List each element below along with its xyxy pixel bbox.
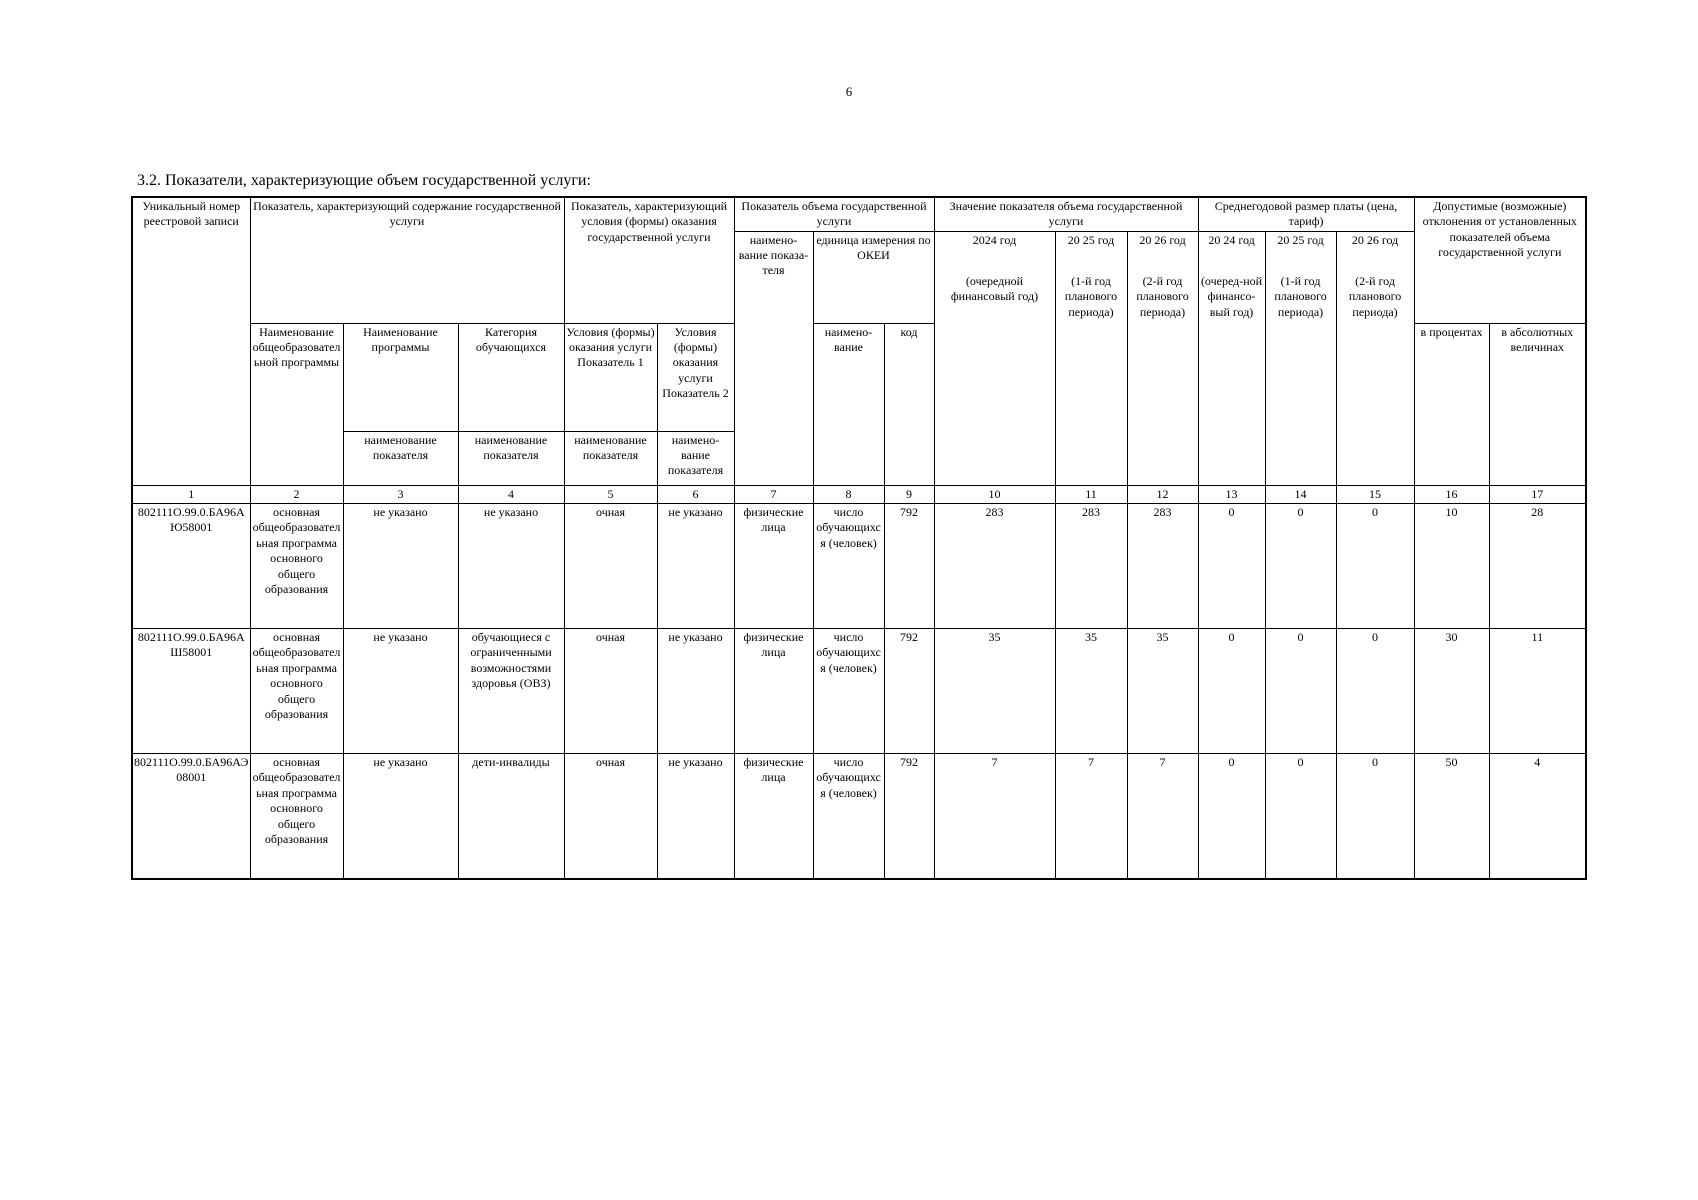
header-in-absolute: в абсолютных величинах — [1489, 323, 1586, 485]
header-in-percent: в процентах — [1414, 323, 1489, 485]
program-cell: не указано — [343, 629, 458, 754]
column-number: 16 — [1414, 485, 1489, 503]
column-number: 1 — [132, 485, 250, 503]
column-number: 11 — [1055, 485, 1127, 503]
section-title: 3.2. Показатели, характеризующие объем государственной услуги: — [137, 172, 591, 189]
fee-2024-label: 20 24 год — [1208, 232, 1255, 247]
deviation-absolute-cell: 11 — [1489, 629, 1586, 754]
category-cell: дети-инвалиды — [458, 754, 564, 880]
value-2024-cell: 7 — [934, 754, 1055, 880]
year-2025-label: 20 25 год — [1067, 232, 1115, 247]
column-number: 6 — [657, 485, 734, 503]
fee-2026-label: 20 26 год — [1351, 232, 1399, 247]
column-number: 4 — [458, 485, 564, 503]
code-cell: 792 — [884, 754, 934, 880]
value-2026-cell: 7 — [1127, 754, 1198, 880]
header-program: Наименование программы — [343, 323, 458, 431]
page-number: 6 — [845, 84, 853, 99]
fee-2026-cell: 0 — [1336, 754, 1414, 880]
header-students-category: Категория обучающихся — [458, 323, 564, 431]
table-row — [132, 504, 1586, 629]
fee-2025-cell: 0 — [1265, 629, 1336, 754]
header-volume-value: Значение показателя объема государственной услуги — [934, 197, 1198, 231]
form-cell: очная — [564, 504, 657, 629]
header-conditions-2: Условия (формы) оказания услуги Показатель 2 — [657, 323, 734, 431]
registry-number: 802111О.99.0.БА96АШ58001 — [132, 629, 250, 754]
column-number: 17 — [1489, 485, 1586, 503]
indicator-cell: физические лица — [734, 754, 813, 880]
column-number: 12 — [1127, 485, 1198, 503]
unit-cell: число обучающихся (человек) — [813, 504, 884, 629]
header-indicator-label-6: наимено-вание показателя — [657, 431, 734, 485]
header-volume-indicator: Показатель объема государственной услуги — [734, 197, 934, 231]
header-indicator-label-5: наименование показателя — [564, 431, 657, 485]
deviation-percent-cell: 50 — [1414, 754, 1489, 880]
form-cell: очная — [564, 629, 657, 754]
header-year-2025 — [1055, 231, 1127, 485]
header-okei-name: наимено-вание — [813, 323, 884, 485]
fee-2024-cell: 0 — [1198, 754, 1265, 880]
table-row — [132, 629, 1586, 754]
column-number: 5 — [564, 485, 657, 503]
deviation-percent-cell: 10 — [1414, 504, 1489, 629]
program-name-cell: основная общеобразовательная программа основного общего образования — [250, 629, 343, 754]
registry-number: 802111О.99.0.БА96АЮ58001 — [132, 504, 250, 629]
code-cell: 792 — [884, 629, 934, 754]
value-2025-cell: 7 — [1055, 754, 1127, 880]
header-deviations: Допустимые (возможные) отклонения от установленных показателей объема государственной услуги — [1414, 197, 1586, 323]
year-2026-label: 20 26 год — [1139, 232, 1186, 247]
header-fee-2024 — [1198, 231, 1265, 485]
deviation-absolute-cell: 4 — [1489, 754, 1586, 880]
year-2025-note: (1-й год планового периода) — [1064, 274, 1118, 319]
header-unique-number: Уникальный номер реестровой записи — [132, 197, 250, 485]
table-row — [132, 754, 1586, 880]
program-cell: не указано — [343, 504, 458, 629]
fee-2025-note: (1-й год планового периода) — [1274, 274, 1327, 319]
column-number: 15 — [1336, 485, 1414, 503]
value-2024-cell: 283 — [934, 504, 1055, 629]
column-number: 13 — [1198, 485, 1265, 503]
deviation-absolute-cell: 28 — [1489, 504, 1586, 629]
column-number: 3 — [343, 485, 458, 503]
header-conditions-1: Условия (формы) оказания услуги Показатель 1 — [564, 323, 657, 431]
header-okei-code: код — [884, 323, 934, 485]
fee-2026-cell: 0 — [1336, 504, 1414, 629]
value-2025-cell: 35 — [1055, 629, 1127, 754]
volume-indicators-table — [131, 196, 1587, 880]
fee-2026-note: (2-й год планового периода) — [1348, 274, 1402, 319]
year-2024-note: (очередной финансовый год) — [950, 274, 1039, 304]
value-2026-cell: 35 — [1127, 629, 1198, 754]
condition2-cell: не указано — [657, 754, 734, 880]
fee-2026-cell: 0 — [1336, 629, 1414, 754]
fee-2025-cell: 0 — [1265, 504, 1336, 629]
header-indicator-label-4: наименование показателя — [458, 431, 564, 485]
header-fee-2026 — [1336, 231, 1414, 485]
header-year-2026 — [1127, 231, 1198, 485]
program-name-cell: основная общеобразовательная программа основного общего образования — [250, 754, 343, 880]
header-indicator-label-3: наименование показателя — [343, 431, 458, 485]
column-number: 8 — [813, 485, 884, 503]
column-number: 10 — [934, 485, 1055, 503]
header-program-name: Наименование общеобразовательной программы — [250, 323, 343, 485]
header-okei-unit: единица измерения по ОКЕИ — [813, 231, 934, 323]
fee-2024-cell: 0 — [1198, 629, 1265, 754]
condition2-cell: не указано — [657, 629, 734, 754]
value-2024-cell: 35 — [934, 629, 1055, 754]
header-year-2024 — [934, 231, 1055, 485]
header-conditions-indicator: Показатель, характеризующий условия (формы) оказания государственной услуги — [564, 197, 734, 323]
header-indicator-name: наимено-вание показа-теля — [734, 231, 813, 485]
fee-2025-cell: 0 — [1265, 754, 1336, 880]
column-number: 14 — [1265, 485, 1336, 503]
year-2026-note: (2-й год планового периода) — [1136, 274, 1189, 319]
category-cell: не указано — [458, 504, 564, 629]
fee-2024-note: (очеред-ной финансо-вый год) — [1200, 274, 1263, 319]
program-cell: не указано — [343, 754, 458, 880]
deviation-percent-cell: 30 — [1414, 629, 1489, 754]
column-number: 2 — [250, 485, 343, 503]
condition2-cell: не указано — [657, 504, 734, 629]
column-number: 9 — [884, 485, 934, 503]
form-cell: очная — [564, 754, 657, 880]
registry-number: 802111О.99.0.БА96АЭ08001 — [132, 754, 250, 880]
indicator-cell: физические лица — [734, 629, 813, 754]
fee-2025-label: 20 25 год — [1277, 232, 1324, 247]
value-2025-cell: 283 — [1055, 504, 1127, 629]
indicator-cell: физические лица — [734, 504, 813, 629]
unit-cell: число обучающихся (человек) — [813, 754, 884, 880]
header-content-indicator: Показатель, характеризующий содержание государственной услуги — [250, 197, 564, 323]
category-cell: обучающиеся с ограниченными возможностями здоровья (ОВЗ) — [458, 629, 564, 754]
column-numbers-row — [132, 485, 1586, 503]
program-name-cell: основная общеобразовательная программа основного общего образования — [250, 504, 343, 629]
year-2024-label: 2024 год — [972, 232, 1017, 247]
code-cell: 792 — [884, 504, 934, 629]
value-2026-cell: 283 — [1127, 504, 1198, 629]
column-number: 7 — [734, 485, 813, 503]
header-fee-2025 — [1265, 231, 1336, 485]
header-avg-fee: Среднегодовой размер платы (цена, тариф) — [1198, 197, 1414, 231]
unit-cell: число обучающихся (человек) — [813, 629, 884, 754]
fee-2024-cell: 0 — [1198, 504, 1265, 629]
